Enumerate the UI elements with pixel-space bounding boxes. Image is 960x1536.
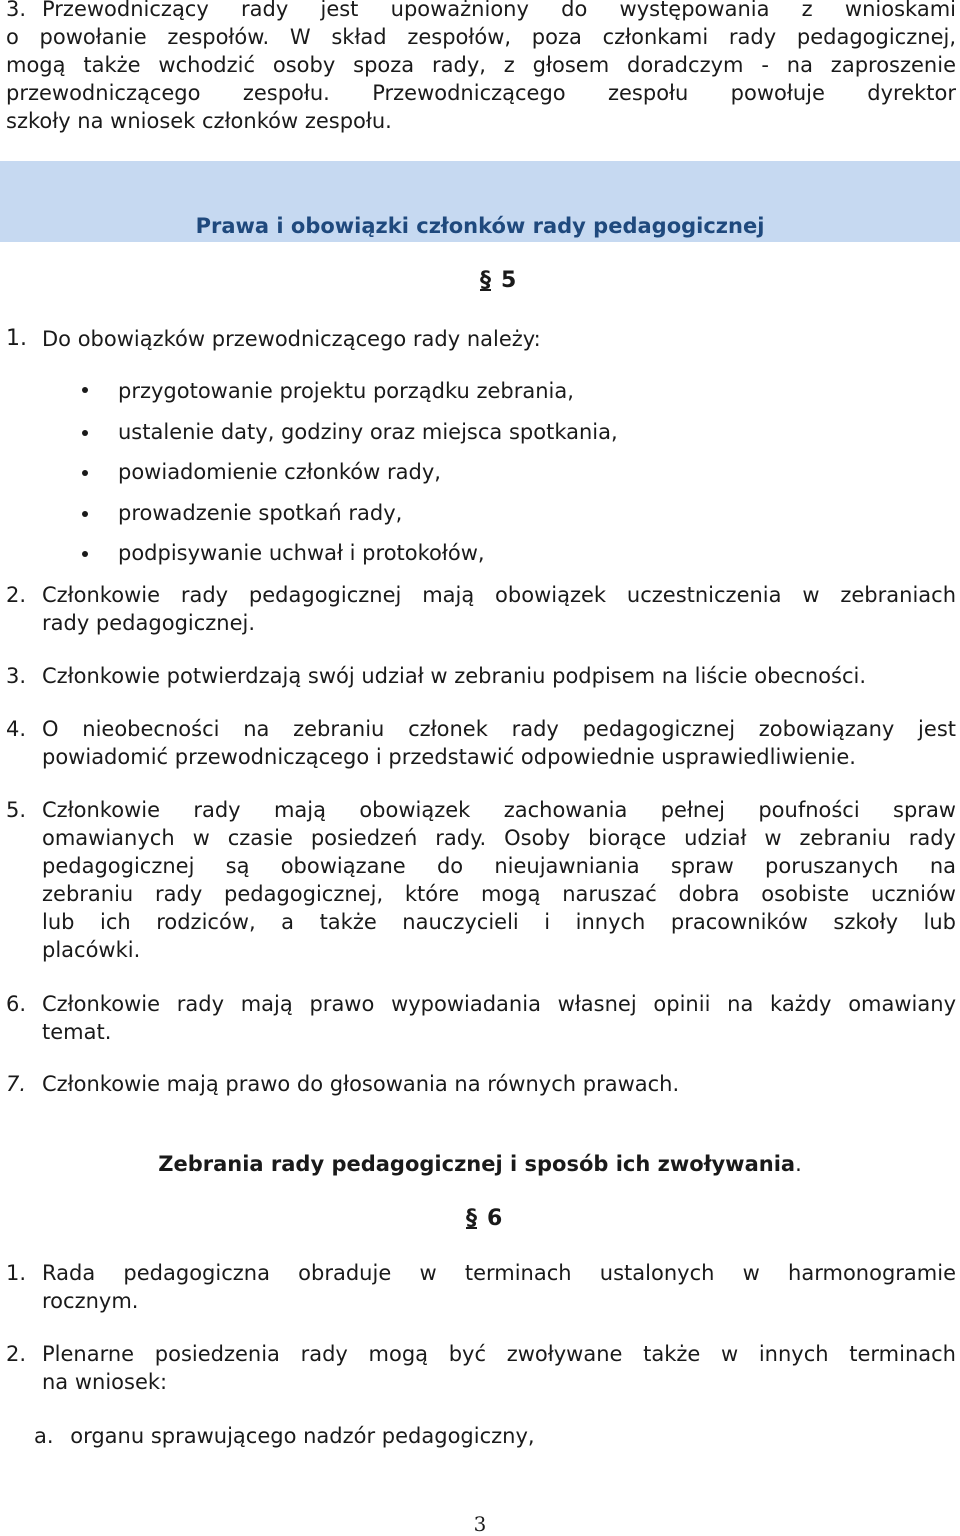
paragraph-5-mark [480, 268, 516, 293]
paragraph-6-number: 6 [487, 1206, 503, 1231]
item-number: 5. [6, 798, 27, 822]
intro-line: Przewodniczący rady jest upoważniony do występowania z wnioskami [42, 0, 956, 21]
bullet-icon [82, 511, 88, 517]
item-text: Do obowiązków przewodniczącego rady należy: [42, 327, 541, 351]
bullet-icon [82, 470, 88, 476]
section-sign-icon: § [466, 1206, 477, 1231]
section-5-title: Prawa i obowiązki członków rady pedagogicznej [195, 214, 765, 238]
item-line: rady pedagogicznej. [42, 611, 256, 635]
item-number: 3. [6, 664, 27, 688]
intro-line: o powołanie zespołów. W skład zespołów, poza członkami rady pedagogicznej, [6, 25, 956, 49]
section-sign-icon: § [480, 268, 491, 293]
paragraph-5-number: 5 [501, 268, 517, 293]
bullet-icon [82, 551, 88, 557]
item-text: Członkowie potwierdzają swój udział w zebraniu podpisem na liście obecności. [42, 664, 867, 688]
item-line: temat. [42, 1020, 112, 1044]
sub-item-letter: a. [34, 1424, 54, 1448]
item-line: powiadomić przewodniczącego i przedstawić odpowiednie usprawiedliwienie. [42, 745, 856, 769]
item-line: Plenarne posiedzenia rady mogą być zwoływane także w innych terminach [42, 1342, 956, 1366]
item-line: rocznym. [42, 1289, 139, 1313]
item-line: omawianych w czasie posiedzeń rady. Osoby biorące udział w zebraniu rady [42, 826, 956, 850]
paragraph-6-mark [466, 1206, 502, 1231]
item-text: Członkowie mają prawo do głosowania na równych prawach. [42, 1072, 680, 1096]
bullet-item: powiadomienie członków rady, [118, 460, 441, 484]
bullet-item: przygotowanie projektu porządku zebrania, [118, 379, 574, 403]
item-number: 2. [6, 1342, 27, 1366]
item-line: O nieobecności na zebraniu członek rady pedagogicznej zobowiązany jest [42, 717, 956, 741]
item-number: 1. [6, 1261, 27, 1285]
item-line: lub ich rodziców, a także nauczycieli i innych pracowników szkoły lub [42, 910, 956, 934]
item-line: Członkowie rady mają obowiązek zachowania pełnej poufności spraw [42, 798, 956, 822]
section-6-title [0, 1152, 960, 1176]
item-line: Rada pedagogiczna obraduje w terminach ustalonych w harmonogramie [42, 1261, 956, 1285]
sub-list-item [34, 1422, 535, 1450]
sub-item-text: organu sprawującego nadzór pedagogiczny, [70, 1424, 535, 1448]
intro-line: szkoły na wniosek członków zespołu. [6, 109, 392, 133]
item-number: 7. [6, 1072, 27, 1096]
item-number: 2. [6, 583, 27, 607]
intro-number: 3. [6, 0, 27, 21]
section-6-title-text: Zebrania rady pedagogicznej i sposób ich zwoływania [158, 1152, 796, 1176]
section-6-title-suffix: . [795, 1152, 802, 1176]
item-line: placówki. [42, 938, 141, 962]
intro-line: mogą także wchodzić osoby spoza rady, z głosem doradczym - na zaproszenie [6, 53, 956, 77]
item-line: pedagogicznej są obowiązane do nieujawniania spraw poruszanych na [42, 854, 956, 878]
bullet-icon [82, 387, 88, 393]
intro-line: przewodniczącego zespołu. Przewodniczącego zespołu powołuje dyrektor [6, 81, 956, 105]
bullet-item: ustalenie daty, godziny oraz miejsca spotkania, [118, 420, 618, 444]
item-line: Członkowie rady pedagogicznej mają obowiązek uczestniczenia w zebraniach [42, 583, 956, 607]
bullet-icon [82, 430, 88, 436]
page-number: 3 [473, 1512, 487, 1536]
bullet-item: prowadzenie spotkań rady, [118, 501, 403, 525]
item-number: 1. [6, 326, 27, 351]
item-line: zebraniu rady pedagogicznej, które mogą naruszać dobra osobiste uczniów [42, 882, 956, 906]
item-line: na wniosek: [42, 1370, 168, 1394]
item-number: 6. [6, 992, 27, 1016]
bullet-item: podpisywanie uchwał i protokołów, [118, 541, 485, 565]
item-line: Członkowie rady mają prawo wypowiadania własnej opinii na każdy omawiany [42, 992, 956, 1016]
item-number: 4. [6, 717, 27, 741]
